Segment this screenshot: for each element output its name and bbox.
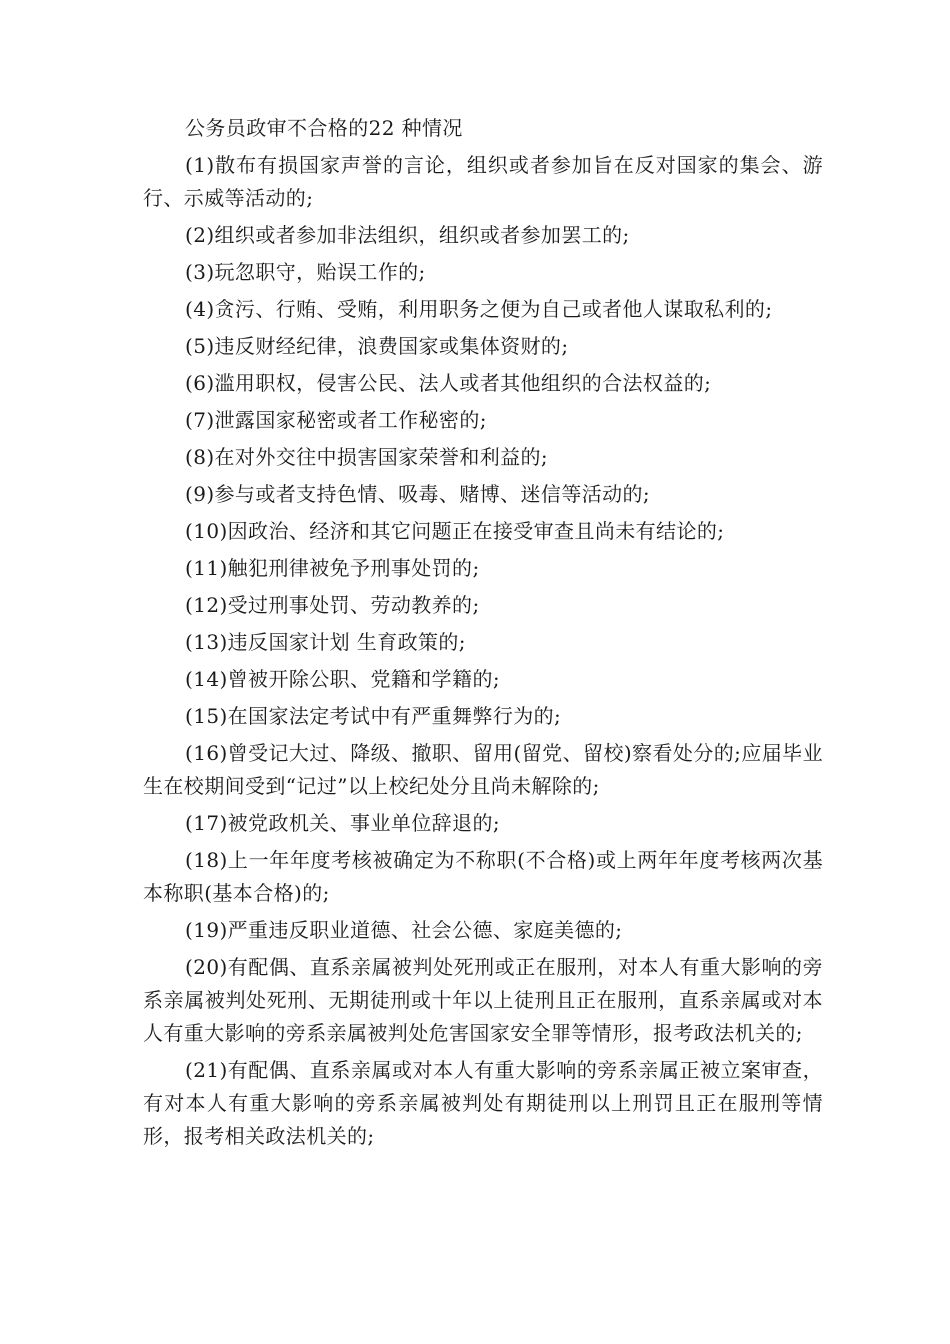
list-item: (2)组织或者参加非法组织，组织或者参加罢工的; [185, 223, 630, 247]
list-item: (6)滥用职权，侵害公民、法人或者其他组织的合法权益的; [185, 371, 712, 395]
list-item: (14)曾被开除公职、党籍和学籍的; [185, 667, 500, 691]
list-item: (4)贪污、行贿、受贿，利用职务之便为自己或者他人谋取私利的; [185, 297, 773, 321]
list-item: (1)散布有损国家声誉的言论，组织或者参加旨在反对国家的集会、游行、示威等活动的; [143, 153, 823, 210]
list-item: (15)在国家法定考试中有严重舞弊行为的; [185, 704, 562, 728]
list-item: (18)上一年年度考核被确定为不称职(不合格)或上两年年度考核两次基本称职(基本合格)的; [143, 848, 823, 905]
list-item: (9)参与或者支持色情、吸毒、赌博、迷信等活动的; [185, 482, 651, 506]
document-title: 公务员政审不合格的22 种情况 [185, 116, 463, 140]
list-item: (10)因政治、经济和其它问题正在接受审查且尚未有结论的; [185, 519, 725, 543]
list-item: (7)泄露国家秘密或者工作秘密的; [185, 408, 487, 432]
list-item: (19)严重违反职业道德、社会公德、家庭美德的; [185, 918, 623, 942]
list-item: (5)违反财经纪律，浪费国家或集体资财的; [185, 334, 569, 358]
list-item: (21)有配偶、直系亲属或对本人有重大影响的旁系亲属正被立案审查，有对本人有重大影响的旁系亲属被判处有期徒刑以上刑罚且正在服刑等情形，报考相关政法机关的; [143, 1058, 823, 1148]
list-item: (11)触犯刑律被免予刑事处罚的; [185, 556, 480, 580]
list-item: (8)在对外交往中损害国家荣誉和利益的; [185, 445, 549, 469]
list-item: (13)违反国家计划 生育政策的; [185, 630, 466, 654]
list-item: (3)玩忽职守，贻误工作的; [185, 260, 426, 284]
document-body [143, 112, 823, 1157]
list-item: (20)有配偶、直系亲属被判处死刑或正在服刑，对本人有重大影响的旁系亲属被判处死刑、无期徒刑或十年以上徒刑且正在服刑，直系亲属或对本人有重大影响的旁系亲属被判处危害国家安全罪等情形，报考政法机关的; [143, 955, 823, 1045]
list-item: (12)受过刑事处罚、劳动教养的; [185, 593, 480, 617]
list-item: (16)曾受记大过、降级、撤职、留用(留党、留校)察看处分的;应届毕业生在校期间受到“记过”以上校纪处分且尚未解除的; [143, 741, 823, 798]
list-item: (17)被党政机关、事业单位辞退的; [185, 811, 500, 835]
